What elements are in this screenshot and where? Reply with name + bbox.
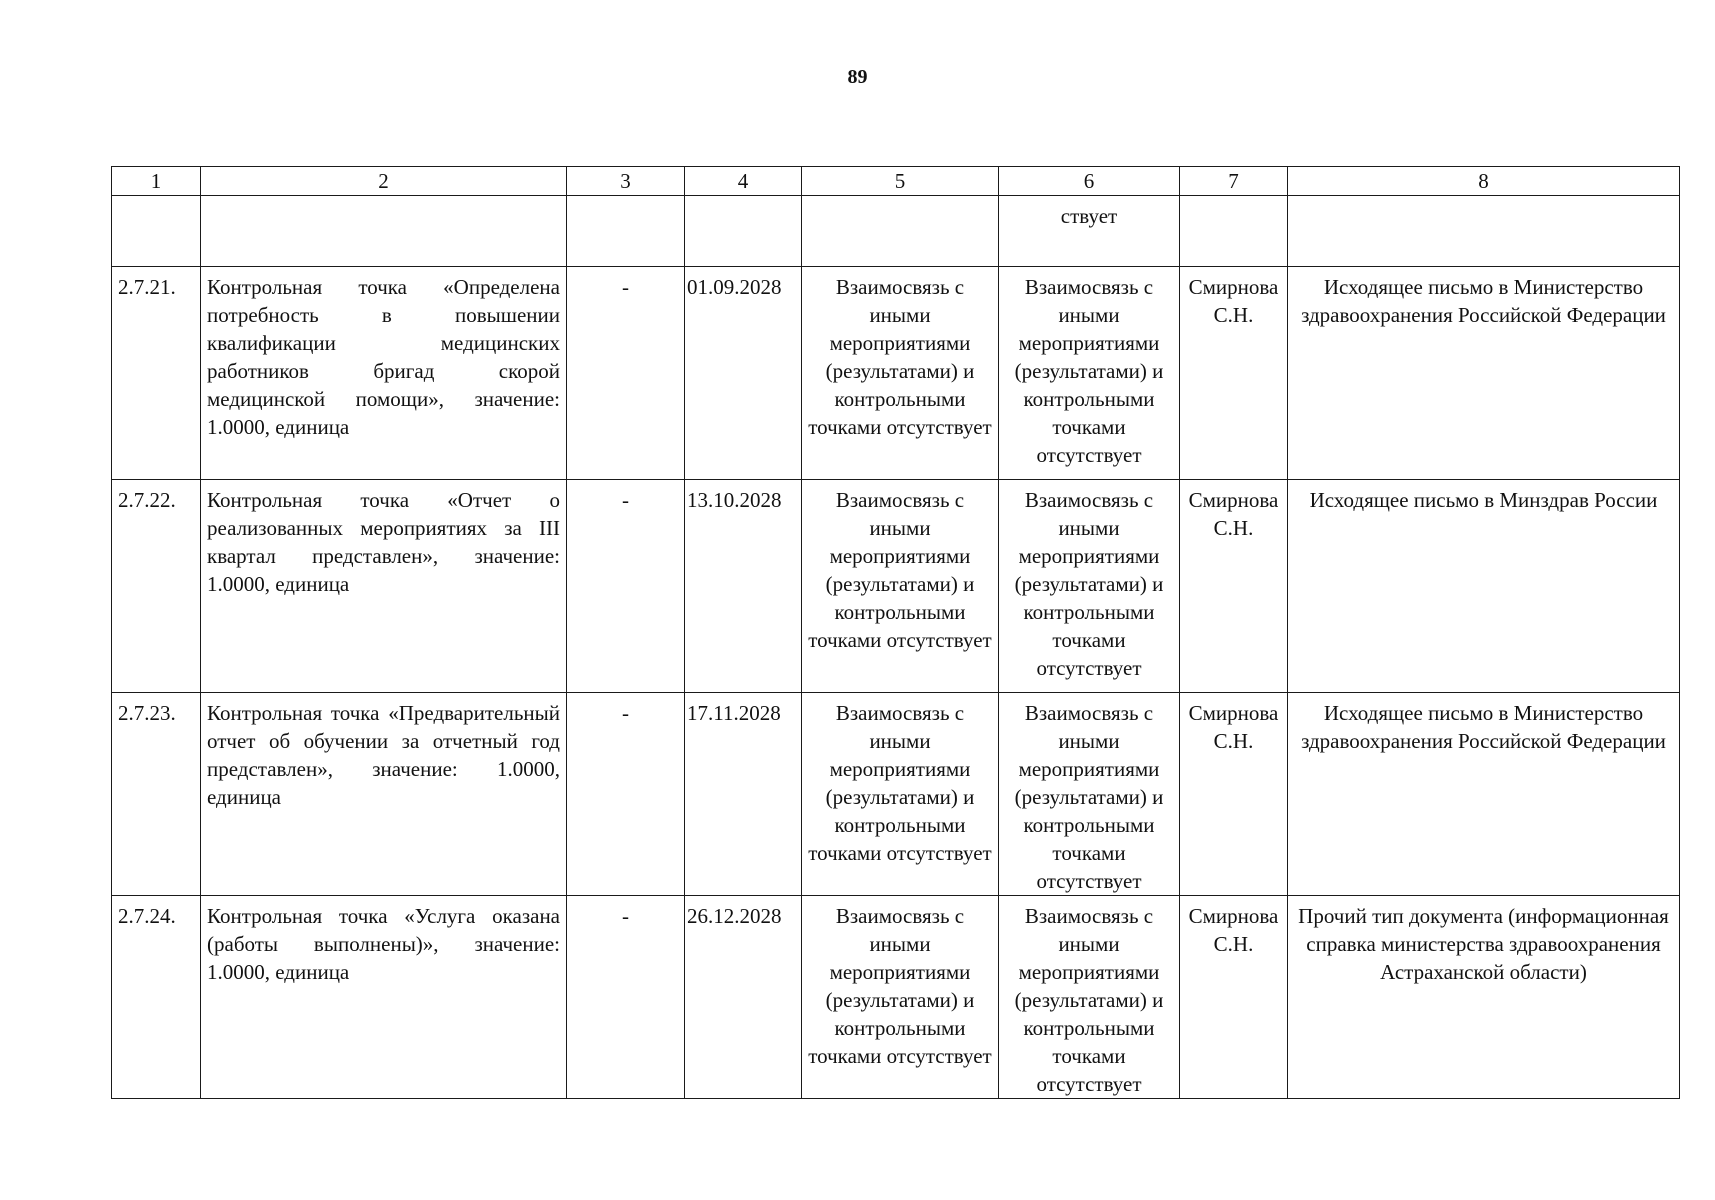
cell-document [1288, 196, 1680, 267]
cell-col6: Взаимосвязь с иными мероприятиями (результатами) и контрольными точками отсутствует [999, 896, 1180, 1099]
cell-date: 26.12.2028 [685, 896, 802, 1099]
table-row [112, 267, 1680, 480]
cell-col5 [802, 196, 999, 267]
cell-description [201, 196, 567, 267]
column-number-header-row [112, 167, 1680, 196]
column-header-4: 4 [685, 167, 802, 196]
cell-col3: - [567, 896, 685, 1099]
cell-col5: Взаимосвязь с иными мероприятиями (результатами) и контрольными точками отсутствует [802, 267, 999, 480]
cell-description: Контрольная точка «Определена потребность в повышении квалификации медицинских работников бригад скорой медицинской помощи», значение: 1.0000, единица [201, 267, 567, 480]
cell-col3 [567, 196, 685, 267]
cell-col6: Взаимосвязь с иными мероприятиями (результатами) и контрольными точками отсутствует [999, 480, 1180, 693]
cell-responsible: Смирнова С.Н. [1180, 896, 1288, 1099]
column-header-3: 3 [567, 167, 685, 196]
column-header-1: 1 [112, 167, 201, 196]
cell-col6: Взаимосвязь с иными мероприятиями (результатами) и контрольными точками отсутствует [999, 693, 1180, 896]
cell-col5: Взаимосвязь с иными мероприятиями (результатами) и контрольными точками отсутствует [802, 693, 999, 896]
cell-col5: Взаимосвязь с иными мероприятиями (результатами) и контрольными точками отсутствует [802, 480, 999, 693]
cell-description: Контрольная точка «Услуга оказана (работы выполнены)», значение: 1.0000, единица [201, 896, 567, 1099]
cell-date: 17.11.2028 [685, 693, 802, 896]
cell-col6: ствует [999, 196, 1180, 267]
cell-description: Контрольная точка «Отчет о реализованных мероприятиях за III квартал представлен», значение: 1.0000, единица [201, 480, 567, 693]
cell-col3: - [567, 480, 685, 693]
continuation-row [112, 196, 1680, 267]
cell-responsible: Смирнова С.Н. [1180, 480, 1288, 693]
cell-date: 13.10.2028 [685, 480, 802, 693]
table-row [112, 480, 1680, 693]
table-row [112, 896, 1680, 1099]
cell-date [685, 196, 802, 267]
control-points-table [111, 166, 1680, 1099]
cell-col3: - [567, 693, 685, 896]
column-header-6: 6 [999, 167, 1180, 196]
cell-document: Прочий тип документа (информационная справка министерства здравоохранения Астраханской области) [1288, 896, 1680, 1099]
cell-col6: Взаимосвязь с иными мероприятиями (результатами) и контрольными точками отсутствует [999, 267, 1180, 480]
column-header-8: 8 [1288, 167, 1680, 196]
cell-responsible: Смирнова С.Н. [1180, 267, 1288, 480]
column-header-2: 2 [201, 167, 567, 196]
page-number: 89 [847, 66, 868, 88]
cell-document: Исходящее письмо в Министерство здравоохранения Российской Федерации [1288, 267, 1680, 480]
cell-num [112, 196, 201, 267]
cell-col5: Взаимосвязь с иными мероприятиями (результатами) и контрольными точками отсутствует [802, 896, 999, 1099]
cell-num: 2.7.24. [112, 896, 201, 1099]
cell-date: 01.09.2028 [685, 267, 802, 480]
column-header-7: 7 [1180, 167, 1288, 196]
column-header-5: 5 [802, 167, 999, 196]
cell-num: 2.7.22. [112, 480, 201, 693]
table-row [112, 693, 1680, 896]
cell-num: 2.7.23. [112, 693, 201, 896]
cell-description: Контрольная точка «Предварительный отчет об обучении за отчетный год представлен», значение: 1.0000, единица [201, 693, 567, 896]
cell-document: Исходящее письмо в Минздрав России [1288, 480, 1680, 693]
cell-col3: - [567, 267, 685, 480]
cell-responsible: Смирнова С.Н. [1180, 693, 1288, 896]
cell-responsible [1180, 196, 1288, 267]
cell-document: Исходящее письмо в Министерство здравоохранения Российской Федерации [1288, 693, 1680, 896]
cell-num: 2.7.21. [112, 267, 201, 480]
